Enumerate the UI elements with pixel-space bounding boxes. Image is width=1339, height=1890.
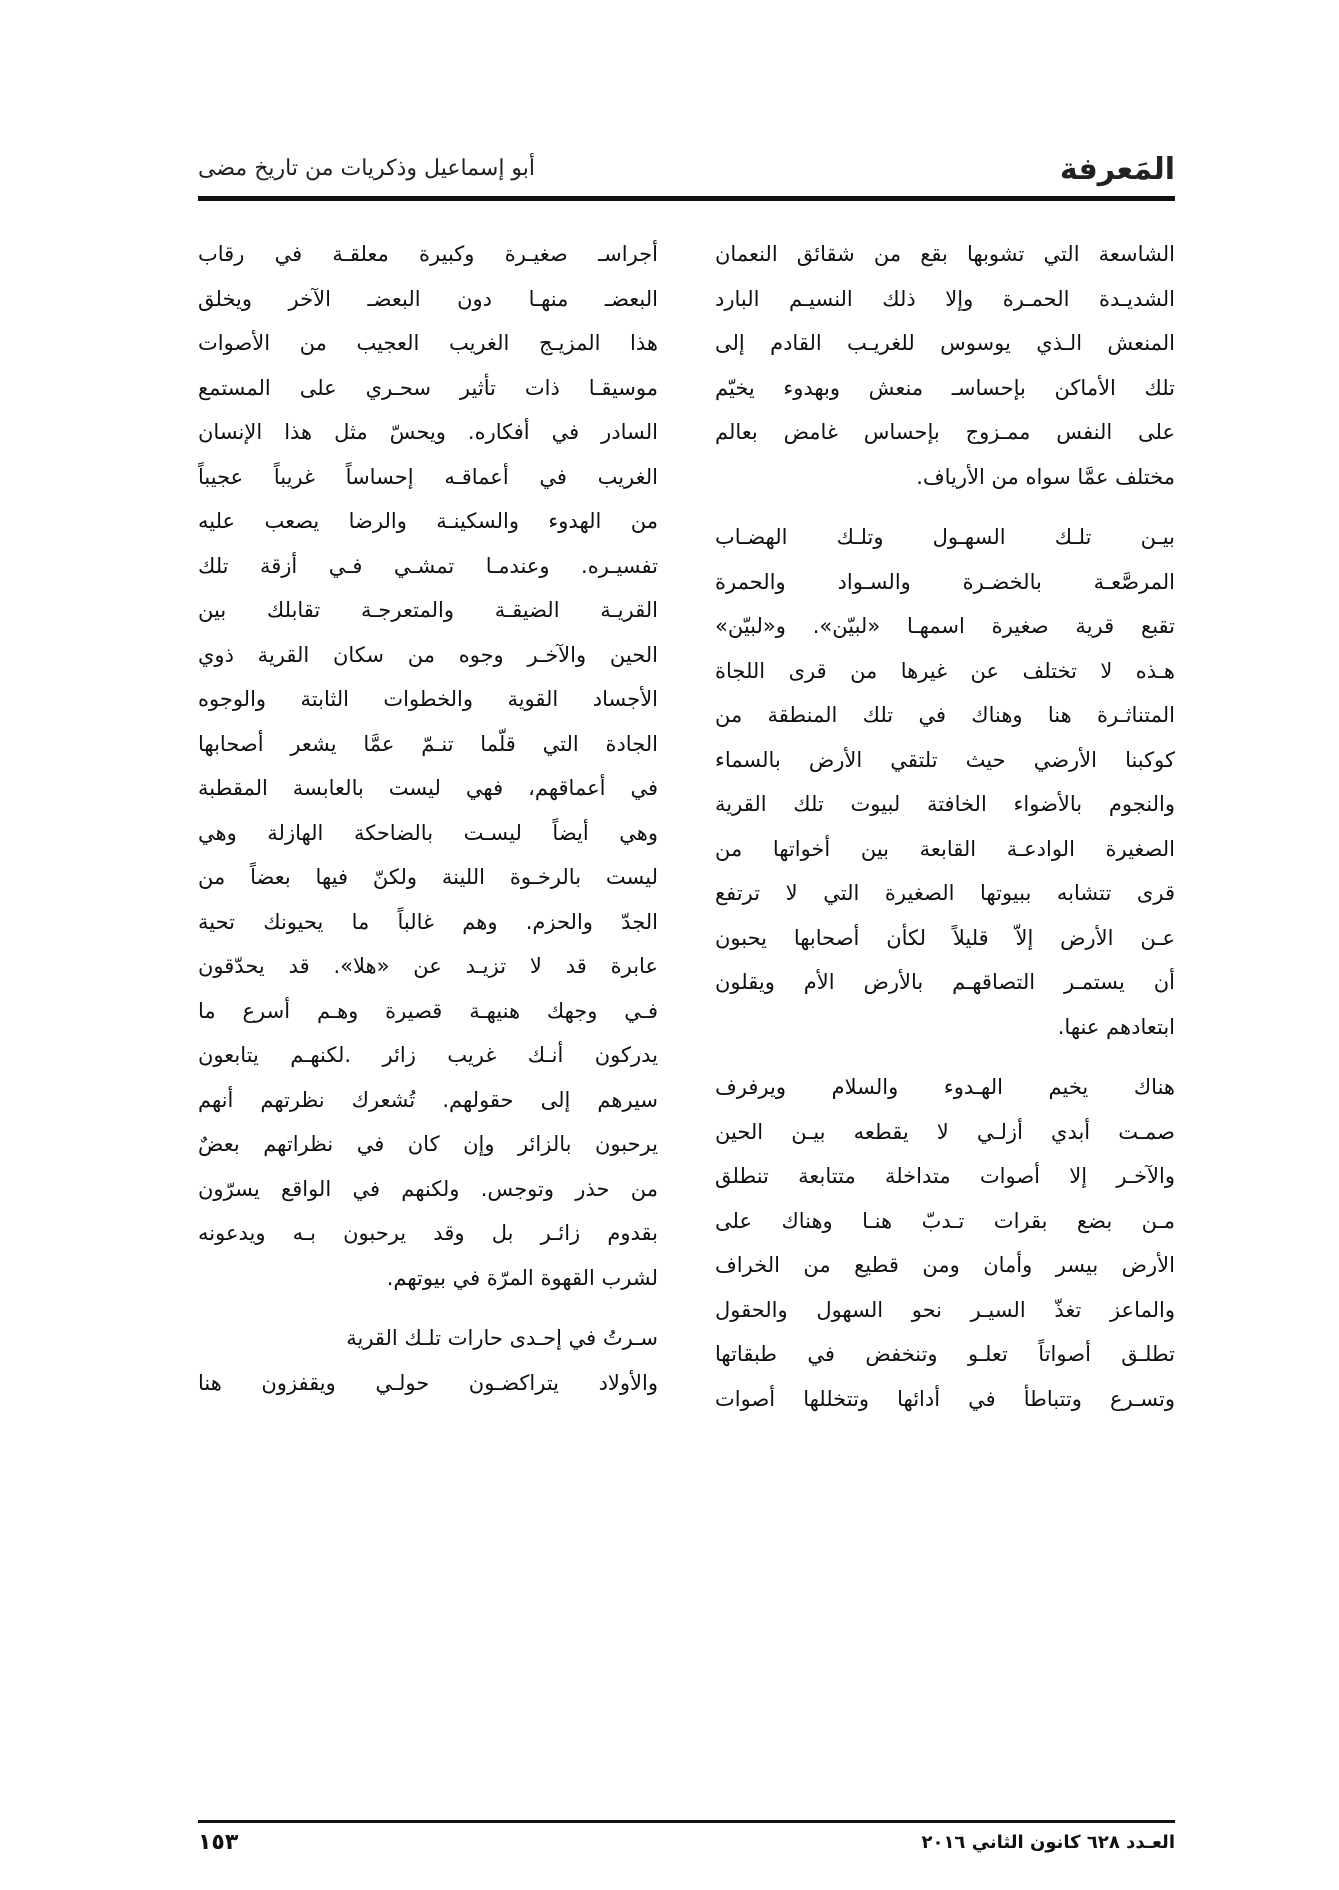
text-line: مـن بضع بقرات تـدبّ هنـا وهناك على (715, 1208, 1175, 1233)
text-line: أجراسـ صغيـرة وكبيرة معلقـة في رقاب (198, 242, 658, 266)
text-line: تفسيـره. وعندمـا تمشـي فـي أزقة تلك (198, 553, 658, 578)
text-line: عـن الأرض إلاّ قليلاً لكأن أصحابها يحبون (715, 925, 1175, 950)
text-line: مختلف عمَّا سواه من الأرياف. (916, 464, 1175, 489)
text-line: وهي أيضاً ليسـت بالضاحكة الهازلة وهي (198, 820, 658, 845)
paragraph-gap (198, 1300, 658, 1316)
magazine-logo: المَعرفة (1059, 152, 1175, 187)
text-line: ليست بالرخـوة اللينة ولكنّ فيها بعضاً من (198, 865, 658, 889)
text-line: هـذه لا تختلف عن غيرها من قرى اللجاة (715, 658, 1175, 683)
header-rule (198, 196, 1175, 201)
text-line: عابرة قد لا تزيـد عن «هلا». قد يحدّقون (198, 954, 658, 978)
text-line: تطلـق أصواتاً تعلـو وتنخفض في طبقاتها (715, 1342, 1175, 1366)
text-line: على النفس ممـزوج بإحساس غامض بعالم (715, 420, 1175, 444)
text-line: السادر في أفكاره. ويحسّ مثل هذا الإنسان (198, 420, 658, 444)
text-line: الشاسعة التي تشوبها بقع من شقائق النعمان (715, 242, 1175, 266)
text-line: الشديـدة الحمـرة وإلا ذلك النسيـم البارد (715, 286, 1175, 311)
text-line: ابتعادهم عنها. (1057, 1014, 1175, 1039)
text-line: صمـت أبدي أزلـي لا يقطعه بيـن الحين (715, 1119, 1175, 1144)
text-line: سـرتُ في إحـدى حارات تلـك القرية (346, 1326, 658, 1350)
text-line: الصغيرة الوادعـة القابعة بين أخواتها من (715, 836, 1175, 861)
text-line: من حذر وتوجس. ولكنهم في الواقع يسرّون (198, 1176, 658, 1201)
issue-info: العـدد ٦٢٨ كانون الثاني ٢٠١٦ (921, 1832, 1175, 1853)
text-line: من الهدوء والسكينـة والرضا يصعب عليه (198, 509, 658, 533)
text-line: قرى تتشابه ببيوتها الصغيرة التي لا ترتفع (715, 881, 1175, 905)
paragraph-gap (715, 499, 1175, 515)
article-title: أبو إسماعيل وذكريات من تاريخ مضى (198, 156, 536, 181)
text-line: سيرهم إلى حقولهم. تُشعرك نظرتهم أنهم (198, 1087, 658, 1112)
text-line: أن يستمـر التصاقهـم بالأرض الأم ويقلون (715, 970, 1175, 994)
text-line: هذا المزيـج الغريب العجيب من الأصوات (198, 331, 658, 355)
page-number: ١٥٣ (198, 1830, 239, 1855)
text-line: تلك الأماكن بإحساسـ منعش وبهدوء يخيّم (715, 375, 1175, 400)
text-line: المرصَّعـة بالخضـرة والسـواد والحمرة (715, 569, 1175, 594)
text-line: الأرض بيسر وأمان ومن قطيع من الخراف (715, 1253, 1175, 1277)
text-line: البعضـ منهـا دون البعضـ الآخر ويخلق (198, 286, 658, 311)
text-line: الأجساد القوية والخطوات الثابتة والوجوه (198, 687, 658, 711)
text-line: يدركون أنـك غريب زائر .لكنهـم يتابعون (198, 1043, 658, 1067)
paragraph-gap (715, 1049, 1175, 1065)
text-line: لشرب القهوة المرّة في بيوتهم. (386, 1265, 658, 1290)
text-line: والأولاد يتراكضـون حولـي ويقفزون هنا (198, 1370, 658, 1395)
text-line: بقدوم زائـر بل وقد يرحبون بـه ويدعونه (198, 1221, 658, 1245)
text-line: هناك يخيم الهـدوء والسلام ويرفرف (715, 1075, 1175, 1099)
text-line: بيـن تلـك السهـول وتلـك الهضـاب (715, 525, 1175, 549)
text-line: الحين والآخـر وجوه من سكان القرية ذوي (198, 642, 658, 667)
text-line: تقبع قرية صغيرة اسمهـا «لبيّن». و«لبيّن» (715, 614, 1175, 638)
page-header (198, 148, 1175, 194)
text-line: القريـة الضيقـة والمتعرجـة تقابلك بين (198, 598, 658, 622)
text-line: المنعش الـذي يوسوس للغريـب القادم إلى (715, 331, 1175, 355)
text-line: والماعز تغذّ السيـر نحو السهول والحقول (715, 1297, 1175, 1322)
text-line: في أعماقهم، فهي ليست بالعابسة المقطبة (198, 776, 658, 800)
text-line: كوكبنا الأرضي حيث تلتقي الأرض بالسماء (715, 747, 1175, 772)
text-line: يرحبون بالزائر وإن كان في نظراتهم بعضٌ (198, 1132, 658, 1156)
text-column-left (198, 232, 658, 1405)
footer-rule (198, 1820, 1175, 1823)
text-line: الجادة التي قلّما تنـمّ عمَّا يشعر أصحابها (198, 731, 658, 756)
text-line: موسيقـا ذات تأثير سحـري على المستمع (198, 375, 658, 400)
text-line: الجدّ والحزم. وهم غالباً ما يحيونك تحية (198, 909, 658, 934)
text-line: الغريب في أعماقـه إحساساً غريباً عجيباً (198, 464, 658, 489)
text-line: والنجوم بالأضواء الخافتة لبيوت تلك القرية (715, 792, 1175, 816)
text-line: وتسـرع وتتباطأ في أدائها وتتخللها أصوات (715, 1386, 1175, 1411)
text-line: والآخـر إلا أصوات متداخلة متتابعة تنطلق (715, 1164, 1175, 1188)
text-line: فـي وجهك هنيهـة قصيرة وهـم أسرع ما (198, 998, 658, 1023)
text-line: المتناثـرة هنا وهناك في تلك المنطقة من (715, 703, 1175, 727)
text-column-right (715, 232, 1175, 1421)
